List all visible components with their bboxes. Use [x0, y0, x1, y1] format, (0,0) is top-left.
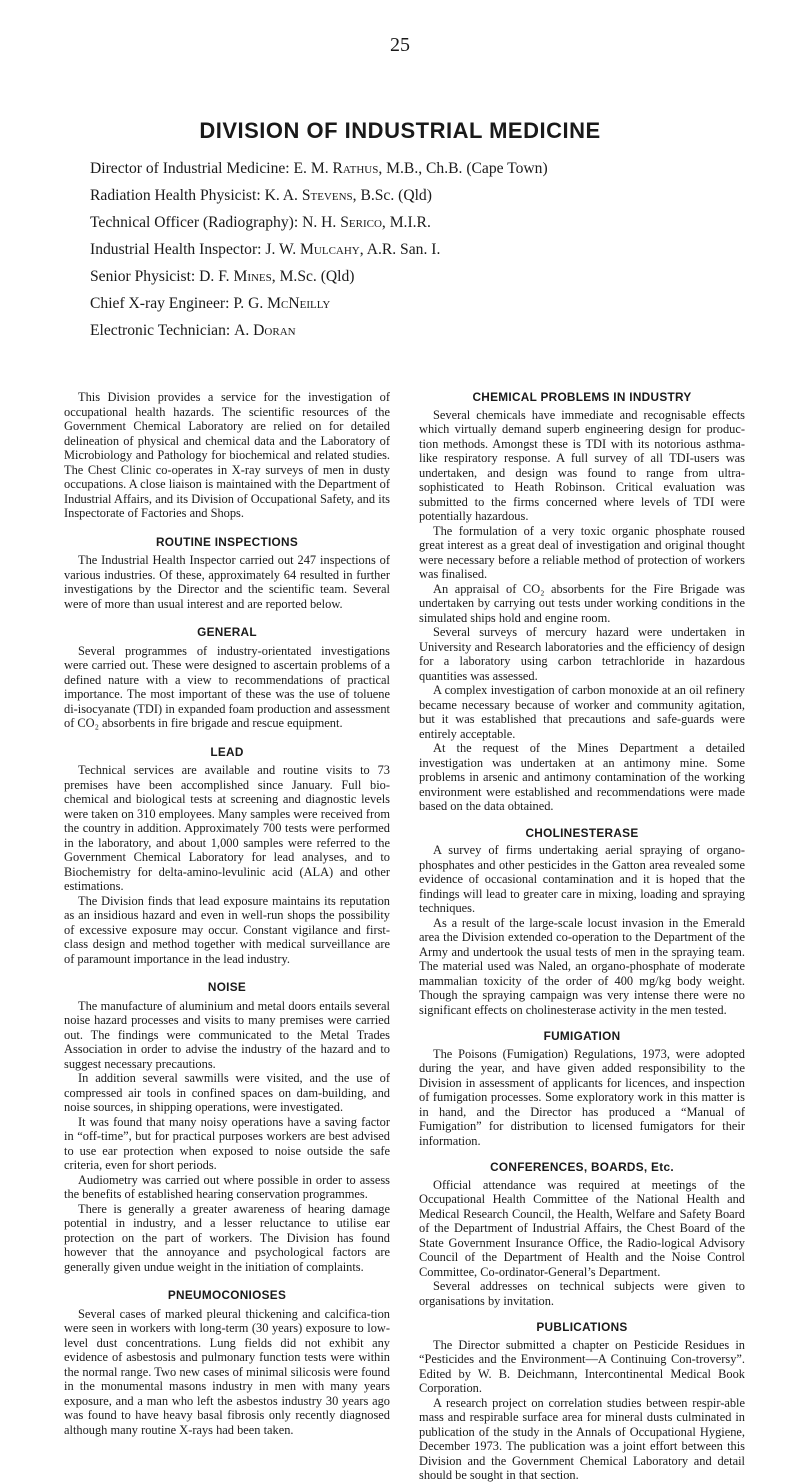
cholinesterase-paragraph: As a result of the large-scale locust invasion in the Emerald area the Division extended co-operation to the Department of the Army and undertook the usual tests of men in the spraying team. The material used was Naled, an organo-phosphate of moderate mammalian toxicity of the order of 400 mg/kg body weight. Though the spraying campaign was very intense there were no significant effects on cholinesterase activity in the men tested.: [419, 915, 745, 1017]
fumigation-heading: FUMIGATION: [543, 1029, 621, 1043]
chemical-paragraph: The formulation of a very toxic organic phosphate roused great interest as a great deal of investigation and original thought were necessary before a reliable method of protection of workers was finalised.: [419, 523, 745, 581]
noise-paragraph: It was found that many noisy operations have a saving factor in “off-time”, but for practical purposes workers are best advised to use ear protection when exposed to noise outside the safe criteria, even for short periods.: [64, 1114, 390, 1172]
chemical-paragraph: Several chemicals have immediate and recognisable effects which virtually demand superb engineering design for produc-tion methods. Amongst these is TDI with its notorious asthma-like respiratory response. A full survey of all TDI-users was undertaken, and design was found to range from ultra-sophisticated to Heath Robinson. Critical evaluation was submitted to the firms concerned where levels of TDI were potentially hazardous.: [419, 407, 745, 523]
staff-quals: M.I.R.: [389, 214, 431, 231]
chemical-paragraph: At the request of the Mines Department a detailed investigation was undertaken at an antimony mine. Some problems in arsenic and antimony contamination of the working environment were established and recommendations were made based on the data obtained.: [419, 741, 745, 813]
pneumoconioses-heading: PNEUMOCONIOSES: [167, 1288, 287, 1302]
general-heading: GENERAL: [197, 625, 257, 639]
staff-technical-officer: Technical Officer (Radiography): N. H. Serico, M.I.R.: [90, 214, 431, 231]
staff-role: Technical Officer (Radiography):: [90, 214, 299, 231]
lead-heading: LEAD: [210, 744, 244, 759]
conferences-paragraph: Several addresses on technical subjects were given to organisations by invitation.: [419, 1279, 745, 1308]
left-column: [64, 390, 390, 1437]
lead-paragraph: Technical services are available and routine visits to 73 premises have been accomplished since January. Full bio-chemical and biological tests at screening and diagnostic levels were taken on 310 employees. Many samples were received from the country in addition. Approximately 700 tests were performed in the laboratory, and about 1,000 samples were referred to the Government Chemical Laboratory for lead analyses, and to Biochemistry for delta-amino-levulinic acid (ALA) and other estimations.: [64, 763, 390, 893]
pneumoconioses-paragraph: Several cases of marked pleural thickening and calcifica-tion were seen in workers with long-term (30 years) exposure to low-level dust concentrations. Lung fields did not exhibit any evidence of asbestosis and pulmonary function tests were within the normal range. Two new cases of minimal silicosis were found in the monumental masons industry in men with many years exposure, and a man who left the asbestos industry 30 years ago was found to have heavy basal fibrosis only recently diagnosed although many routine X-rays had been taken.: [64, 1306, 390, 1437]
routine-inspections-heading: ROUTINE INSPECTIONS: [155, 534, 299, 549]
staff-director: Director of Industrial Medicine: E. M. Rathus, M.B., Ch.B. (Cape Town): [90, 160, 548, 177]
staff-health-inspector: Industrial Health Inspector: J. W. Mulcahy, A.R. San. I.: [90, 241, 441, 258]
noise-paragraph: In addition several sawmills were visited, and the use of compressed air tools in confined spaces on dam-building, and noise sources, in shipping operations, were investigated.: [64, 1071, 390, 1114]
staff-name: K. A. Stevens: [264, 187, 353, 204]
chemical-paragraph: A complex investigation of carbon monoxide at an oil refinery became necessary because of worker and community agitation, but it was established that precautions and safe-guards were entirely acceptable.: [419, 683, 745, 741]
chemical-paragraph: Several surveys of mercury hazard were undertaken in University and Research laboratories and the efficiency of design for a laboratory using carbon tetrachloride in hazardous quantities was assessed.: [419, 625, 745, 683]
conferences-paragraph: Official attendance was required at meetings of the Occupational Health Committee of the National Health and Medical Research Council, the Health, Welfare and Safety Board of the Department of Industrial Affairs, the Chest Board of the State Government Insurance Office, the Radio-logical Advisory Council of the Department of Health and the Noise Control Committee, Co-ordinator-General’s Department.: [419, 1177, 745, 1279]
staff-senior-physicist: Senior Physicist: D. F. Mines, M.Sc. (Qld): [90, 268, 355, 285]
staff-quals: M.B., Ch.B. (Cape Town): [386, 160, 548, 177]
conferences-heading: CONFERENCES, BOARDS, Etc.: [490, 1160, 674, 1174]
staff-name: P. G. McNeilly: [233, 295, 331, 312]
publications-heading: PUBLICATIONS: [536, 1320, 628, 1334]
cholinesterase-heading: CHOLINESTERASE: [525, 825, 639, 840]
noise-paragraph: There is generally a greater awareness of hearing damage potential in industry, and a lesser reluctance to utilise ear protection on the part of workers. The Division has found however that the annoyance and psychological factors are generally given undue weight in the initiation of complaints.: [64, 1201, 390, 1274]
intro-paragraph: This Division provides a service for the investigation of occupational health hazards. The scientific resources of the Government Chemical Laboratory are relied on for detailed delineation of physical and chemical data and the Laboratory of Microbiology and Pathology for biochemical and related studies. The Chest Clinic co-operates in X-ray surveys of men in dusty occupations. A close liaison is maintained with the Department of Industrial Affairs, and its Division of Occupational Safety, and its Inspectorate of Factories and Shops.: [64, 390, 390, 520]
publications-paragraph: The Director submitted a chapter on Pesticide Residues in “Pesticides and the Environment—A Continuing Con-troversy”. Edited by W. B. Deichmann, Intercontinental Medical Book Corporation.: [419, 1337, 745, 1395]
noise-paragraph: Audiometry was carried out where possible in order to assess the benefits of established hearing conservation programmes.: [64, 1172, 390, 1201]
staff-role: Radiation Health Physicist:: [90, 187, 261, 204]
page-number: 25: [390, 34, 410, 56]
staff-role: Director of Industrial Medicine:: [90, 160, 290, 177]
routine-paragraph: The Industrial Health Inspector carried out 247 inspections of various industries. Of these, approximately 64 resulted in further investigations by the Director and the scientific team. Several were of more than usual interest and are reported below.: [64, 553, 390, 611]
page-title: DIVISION OF INDUSTRIAL MEDICINE: [199, 118, 601, 143]
staff-name: E. M. Rathus: [293, 160, 379, 177]
chemical-paragraph: An appraisal of CO₂ absorbents for the Fire Brigade was undertaken by carrying out tests under working conditions in the simulated ships hold and engine room.: [419, 581, 745, 625]
staff-quals: A.R. San. I.: [366, 241, 441, 258]
staff-name: N. H. Serico: [302, 214, 382, 231]
staff-electronic-technician: [90, 317, 740, 344]
right-column: [419, 390, 745, 1483]
noise-paragraph: The manufacture of aluminium and metal doors entails several noise hazard processes and visits to many premises were carried out. The findings were communicated to the Metal Trades Association in order to advise the industry of the hazard and to suggest necessary precautions.: [64, 998, 390, 1071]
general-paragraph: Several programmes of industry-orientated investigations were carried out. These were designed to ascertain problems of a defined nature with a view to recommendations of practical importance. The most important of these was the use of toluene di-isocyanate (TDI) in expanded foam production and assessment of CO₂ absorbents in fire brigade and rescue equipment.: [64, 643, 390, 730]
staff-quals: M.Sc. (Qld): [279, 268, 355, 285]
staff-name: J. W. Mulcahy: [265, 241, 360, 258]
chemical-problems-heading: CHEMICAL PROBLEMS IN INDUSTRY: [472, 390, 692, 404]
staff-role: Chief X-ray Engineer:: [90, 295, 230, 312]
staff-xray-engineer: [90, 290, 740, 317]
staff-name: D. F. Mines: [199, 268, 272, 285]
lead-paragraph: The Division finds that lead exposure maintains its reputation as an insidious hazard and even in well-run shops the possibility of excessive exposure may occur. Constant vigilance and first-class design and method together with medical surveillance are of paramount importance in the lead industry.: [64, 893, 390, 966]
staff-name: A. Doran: [234, 322, 296, 339]
staff-role: Senior Physicist:: [90, 268, 196, 285]
staff-quals: B.Sc. (Qld): [360, 187, 432, 204]
fumigation-paragraph: The Poisons (Fumigation) Regulations, 1973, were adopted during the year, and have given added responsibility to the Division in assessment of applicants for licences, and inspection of fumigation processes. Some exploratory work in this matter is in hand, and the Director has produced a “Manual of Fumigation” for distribution to licensed fumigators for their information.: [419, 1046, 745, 1148]
staff-list: [90, 155, 740, 344]
staff-role: Electronic Technician:: [90, 322, 231, 339]
publications-paragraph: A research project on correlation studies between respir-able mass and respirable surface area for mineral dusts culminated in publication of the study in the Annals of Occupational Hygiene, December 1973. The publication was a joint effort between this Division and the Government Chemical Laboratory and detail should be sought in that section.: [419, 1395, 745, 1482]
cholinesterase-paragraph: A survey of firms undertaking aerial spraying of organo-phosphates and other pesticides in the Gatton area revealed some evidence of occasional contamination and it is hoped that the findings will lead to greater care in mixing, loading and spraying techniques.: [419, 843, 745, 915]
staff-radiation-physicist: Radiation Health Physicist: K. A. Stevens, B.Sc. (Qld): [90, 187, 432, 204]
noise-heading: NOISE: [207, 980, 247, 994]
staff-role: Industrial Health Inspector:: [90, 241, 262, 258]
